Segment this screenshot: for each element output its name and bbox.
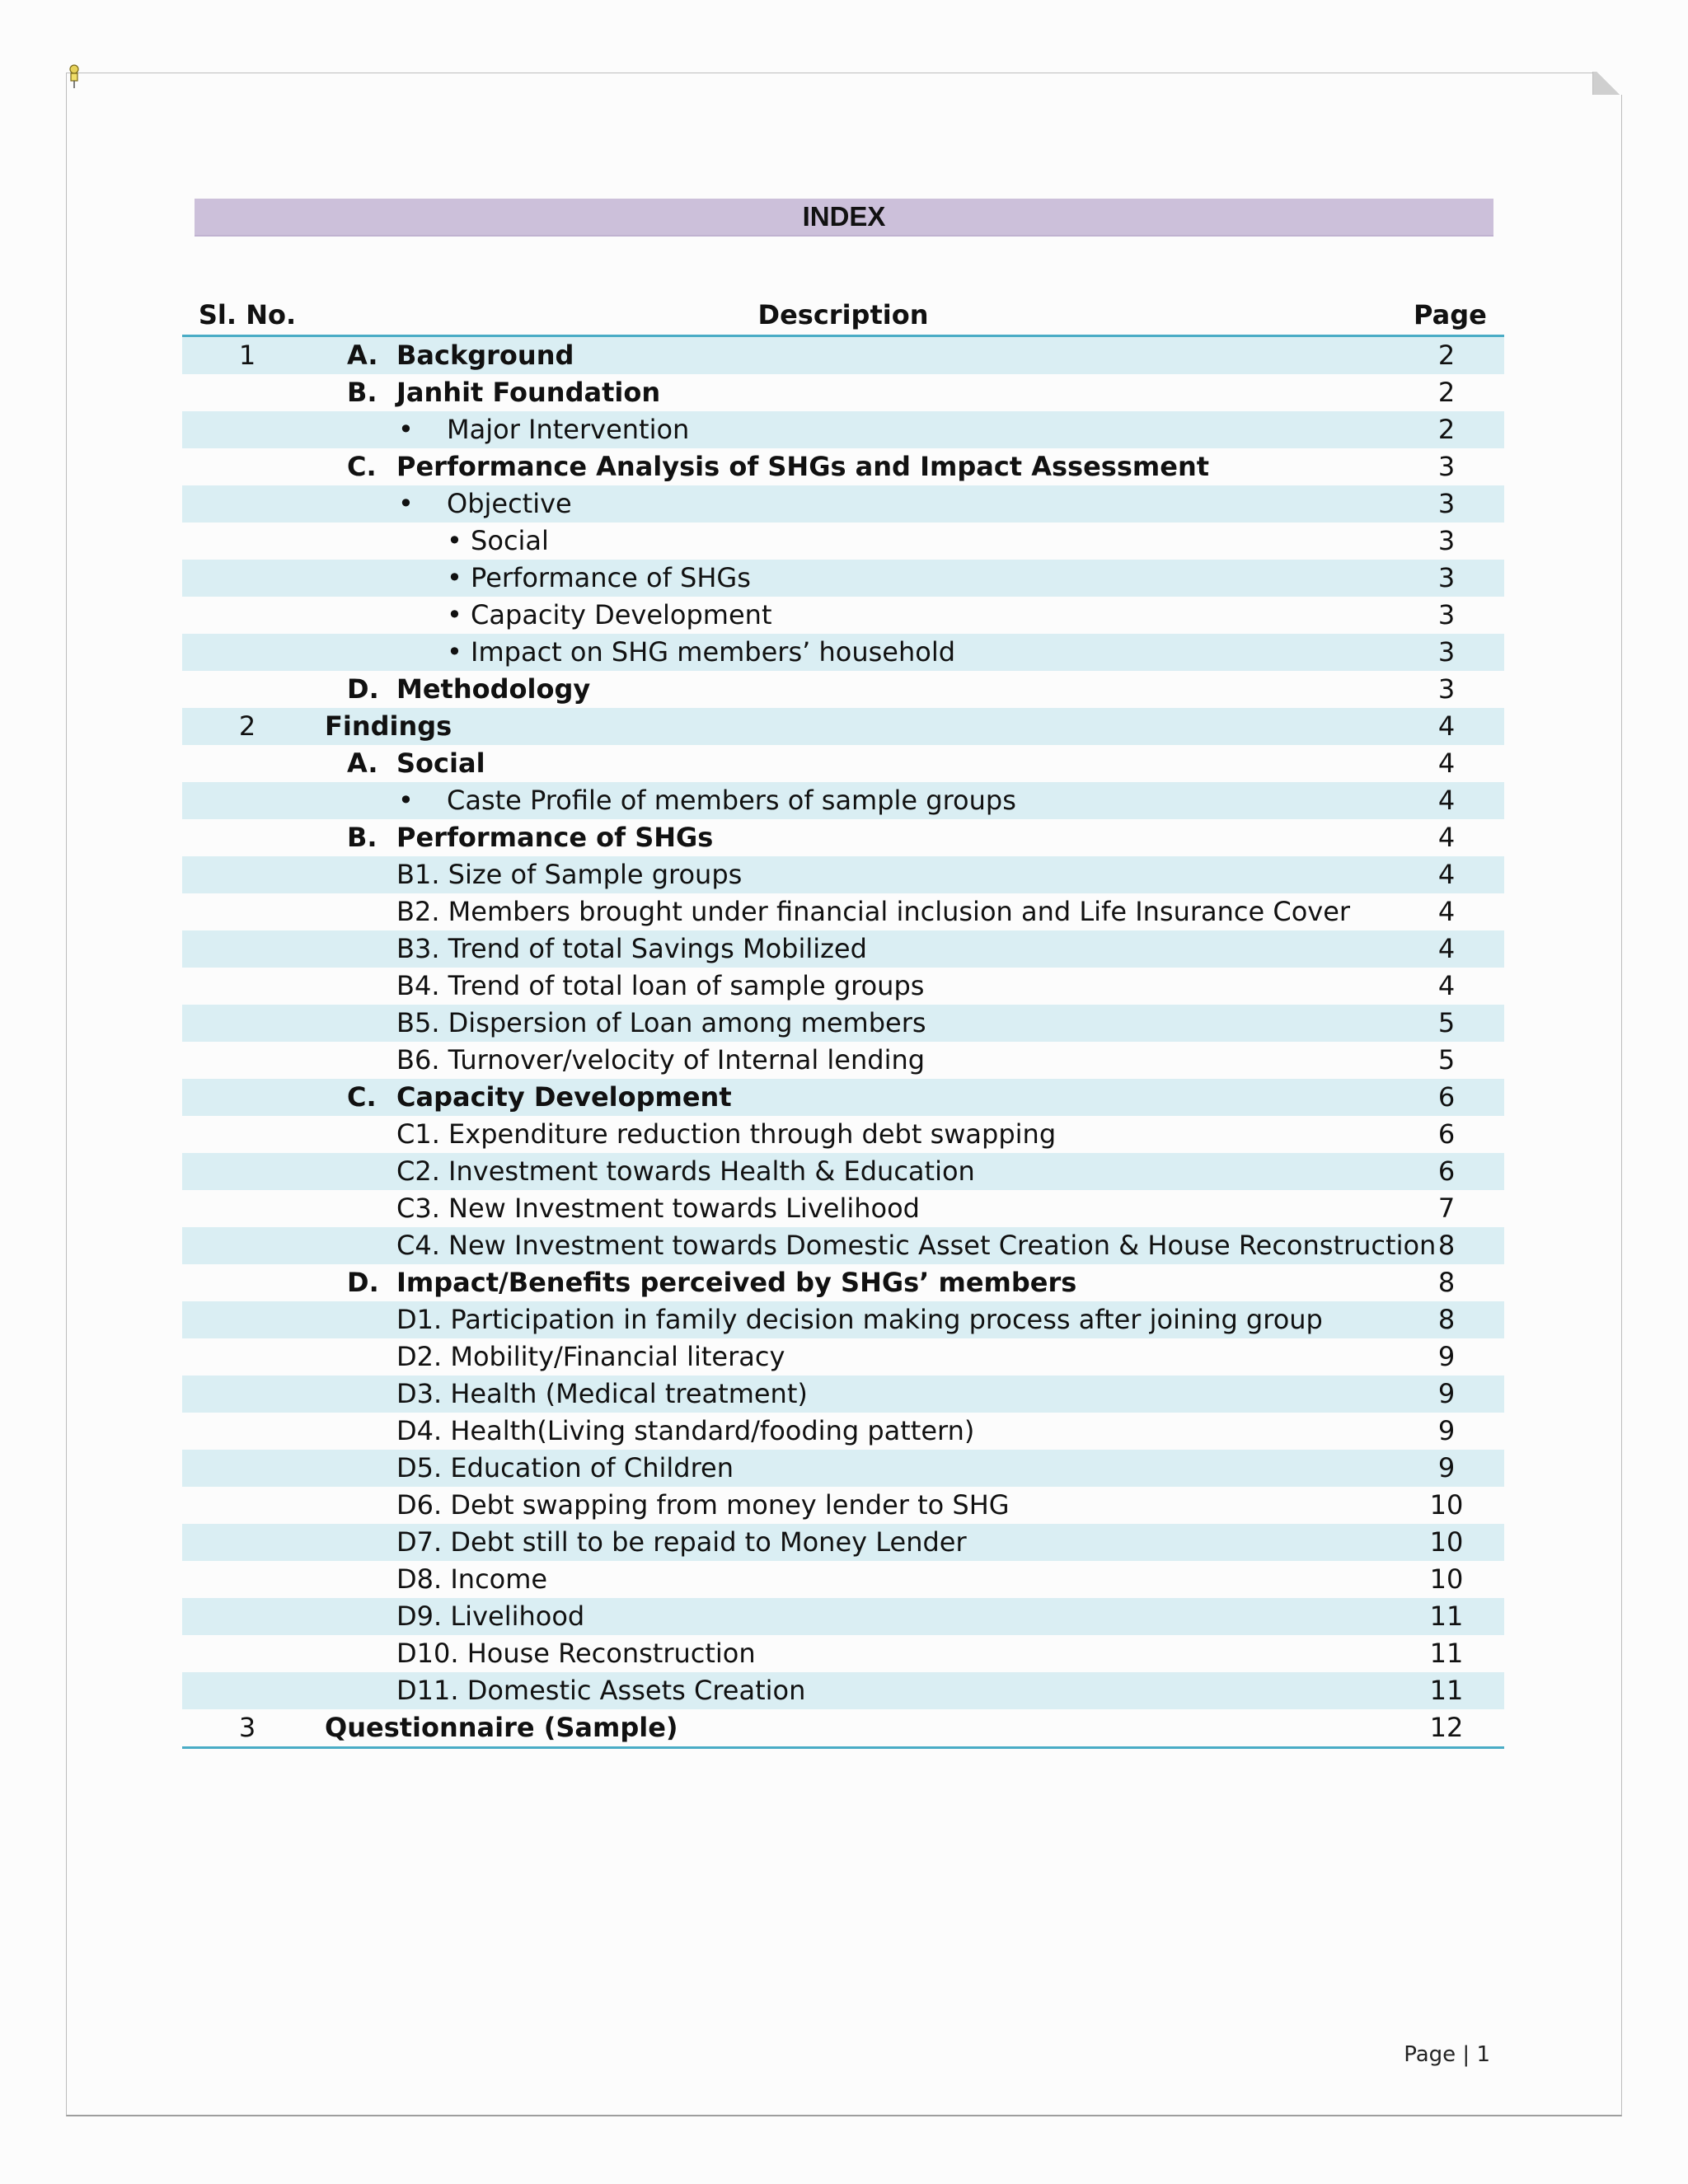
toc-page-number: 3 xyxy=(1437,451,1456,482)
toc-page-number: 4 xyxy=(1437,822,1456,853)
toc-entry-text: Methodology xyxy=(396,673,591,705)
toc-letter-marker: A. xyxy=(347,340,378,371)
toc-row xyxy=(182,968,1504,1005)
toc-row xyxy=(182,1635,1504,1672)
toc-entry-text: B2. Members brought under financial inclusion and Life Insurance Cover xyxy=(396,896,1351,927)
toc-entry-text: D9. Livelihood xyxy=(396,1601,585,1632)
toc-entry-text: D5. Education of Children xyxy=(396,1452,734,1483)
toc-entry-text: C4. New Investment towards Domestic Asset Creation & House Reconstruction xyxy=(396,1230,1437,1261)
toc-row xyxy=(182,1227,1504,1264)
toc-rows xyxy=(182,337,1504,1746)
sl-no-header: Sl. No. xyxy=(198,299,297,330)
toc-page-number: 4 xyxy=(1437,710,1456,742)
toc-row xyxy=(182,597,1504,634)
toc-letter-marker: B. xyxy=(347,377,377,408)
toc-entry-text: D3. Health (Medical treatment) xyxy=(396,1378,808,1409)
toc-row xyxy=(182,1524,1504,1561)
toc-page-number: 4 xyxy=(1437,859,1456,890)
toc-row xyxy=(182,671,1504,708)
toc-page-number: 6 xyxy=(1437,1118,1456,1150)
toc-page-number: 4 xyxy=(1437,896,1456,927)
toc-page-number: 2 xyxy=(1437,414,1456,445)
toc-row xyxy=(182,1376,1504,1413)
toc-entry-text: D11. Domestic Assets Creation xyxy=(396,1675,806,1706)
toc-page-number: 9 xyxy=(1437,1452,1456,1483)
toc-page-number: 12 xyxy=(1429,1712,1464,1743)
toc-entry-text: Social xyxy=(396,748,485,779)
toc-row xyxy=(182,782,1504,819)
toc-entry-text: B1. Size of Sample groups xyxy=(396,859,743,890)
toc-entry-text: D6. Debt swapping from money lender to SHG xyxy=(396,1489,1010,1521)
page-number: Page | 1 xyxy=(1404,2042,1490,2067)
toc-page-number: 8 xyxy=(1437,1267,1456,1298)
toc-page-number: 4 xyxy=(1437,970,1456,1001)
toc-entry-text: D4. Health(Living standard/fooding pattern) xyxy=(396,1415,975,1446)
bullet-marker: • xyxy=(398,785,414,816)
toc-sl-no: 3 xyxy=(238,1712,256,1743)
toc-entry-text: Objective xyxy=(447,488,572,519)
toc-entry-text: C2. Investment towards Health & Education xyxy=(396,1155,975,1187)
toc-row xyxy=(182,448,1504,485)
toc-page-number: 10 xyxy=(1429,1526,1464,1558)
toc-page-number: 3 xyxy=(1437,562,1456,593)
toc-entry-text: C1. Expenditure reduction through debt swapping xyxy=(396,1118,1057,1150)
toc-entry-text: • Capacity Development xyxy=(447,599,772,630)
toc-entry-text: B4. Trend of total loan of sample groups xyxy=(396,970,925,1001)
toc-row xyxy=(182,1079,1504,1116)
toc-page-number: 10 xyxy=(1429,1489,1464,1521)
toc-entry-text: Background xyxy=(396,340,574,371)
toc-entry-text: D1. Participation in family decision making process after joining group xyxy=(396,1304,1323,1335)
toc-entry-text: Performance Analysis of SHGs and Impact Assessment xyxy=(396,451,1210,482)
toc-page-number: 4 xyxy=(1437,748,1456,779)
toc-row xyxy=(182,1190,1504,1227)
bullet-marker: • xyxy=(398,488,414,519)
toc-letter-marker: D. xyxy=(347,673,379,705)
toc-row xyxy=(182,560,1504,597)
toc-sl-no: 1 xyxy=(238,340,256,371)
toc-entry-text: B6. Turnover/velocity of Internal lending xyxy=(396,1044,926,1076)
toc-page-number: 9 xyxy=(1437,1378,1456,1409)
description-header: Description xyxy=(757,299,929,330)
toc-page-number: 11 xyxy=(1429,1601,1464,1632)
toc-row xyxy=(182,1598,1504,1635)
toc-entry-text: Major Intervention xyxy=(447,414,690,445)
toc-row xyxy=(182,1487,1504,1524)
toc-page-number: 6 xyxy=(1437,1081,1456,1113)
toc-page-number: 2 xyxy=(1437,340,1456,371)
toc-letter-marker: A. xyxy=(347,748,378,779)
toc-row xyxy=(182,1338,1504,1376)
toc-row xyxy=(182,374,1504,411)
toc-entry-text: Questionnaire (Sample) xyxy=(325,1712,678,1743)
toc-letter-marker: B. xyxy=(347,822,377,853)
toc-page-number: 5 xyxy=(1437,1044,1456,1076)
toc-row xyxy=(182,1672,1504,1709)
toc-entry-text: D7. Debt still to be repaid to Money Lender xyxy=(396,1526,967,1558)
toc-entry-text: D10. House Reconstruction xyxy=(396,1638,756,1669)
toc-row xyxy=(182,485,1504,523)
toc-entry-text: B3. Trend of total Savings Mobilized xyxy=(396,933,867,964)
toc-page-number: 3 xyxy=(1437,636,1456,668)
toc-page-number: 10 xyxy=(1429,1563,1464,1595)
toc-entry-text: Performance of SHGs xyxy=(396,822,714,853)
toc-page-number: 2 xyxy=(1437,377,1456,408)
toc-page-number: 8 xyxy=(1437,1230,1456,1261)
toc-row xyxy=(182,337,1504,374)
toc-page-number: 9 xyxy=(1437,1341,1456,1372)
toc-row xyxy=(182,1005,1504,1042)
toc-row xyxy=(182,1153,1504,1190)
toc-letter-marker: C. xyxy=(347,451,377,482)
toc-sl-no: 2 xyxy=(238,710,256,742)
toc-page-number: 4 xyxy=(1437,785,1456,816)
toc-entry-text: • Social xyxy=(447,525,549,556)
toc-page-number: 7 xyxy=(1437,1193,1456,1224)
index-title: INDEX xyxy=(195,199,1493,237)
page-header: Page xyxy=(1414,299,1487,330)
toc-page-number: 4 xyxy=(1437,933,1456,964)
page-fold-corner xyxy=(1592,72,1623,95)
toc-row xyxy=(182,523,1504,560)
toc-entry-text: Janhit Foundation xyxy=(396,377,661,408)
toc-header-row xyxy=(182,295,1504,337)
toc-entry-text: • Impact on SHG members’ household xyxy=(447,636,956,668)
toc-row xyxy=(182,856,1504,893)
toc-page-number: 11 xyxy=(1429,1638,1464,1669)
toc-page-number: 3 xyxy=(1437,599,1456,630)
toc-page-number: 8 xyxy=(1437,1304,1456,1335)
toc-entry-text: B5. Dispersion of Loan among members xyxy=(396,1007,926,1038)
toc-row xyxy=(182,1116,1504,1153)
toc-row xyxy=(182,1450,1504,1487)
toc-row xyxy=(182,819,1504,856)
toc-row xyxy=(182,1413,1504,1450)
toc-entry-text: C3. New Investment towards Livelihood xyxy=(396,1193,920,1224)
toc-letter-marker: C. xyxy=(347,1081,377,1113)
toc-entry-text: Caste Profile of members of sample groups xyxy=(447,785,1016,816)
toc-row xyxy=(182,1561,1504,1598)
toc-page-number: 5 xyxy=(1437,1007,1456,1038)
table-of-contents xyxy=(182,295,1504,1749)
toc-entry-text: Capacity Development xyxy=(396,1081,732,1113)
toc-row xyxy=(182,930,1504,968)
toc-page-number: 6 xyxy=(1437,1155,1456,1187)
toc-entry-text: Findings xyxy=(325,710,452,742)
toc-page-number: 3 xyxy=(1437,525,1456,556)
toc-letter-marker: D. xyxy=(347,1267,379,1298)
toc-row xyxy=(182,411,1504,448)
toc-row xyxy=(182,708,1504,745)
toc-entry-text: D2. Mobility/Financial literacy xyxy=(396,1341,785,1372)
toc-row xyxy=(182,745,1504,782)
toc-entry-text: • Performance of SHGs xyxy=(447,562,751,593)
toc-row xyxy=(182,1042,1504,1079)
toc-entry-text: D8. Income xyxy=(396,1563,548,1595)
toc-bottom-rule xyxy=(182,1746,1504,1749)
toc-row xyxy=(182,1264,1504,1301)
pushpin-icon xyxy=(68,64,81,89)
toc-page-number: 9 xyxy=(1437,1415,1456,1446)
toc-entry-text: Impact/Benefits perceived by SHGs’ members xyxy=(396,1267,1077,1298)
toc-page-number: 3 xyxy=(1437,488,1456,519)
bullet-marker: • xyxy=(398,414,414,445)
toc-page-number: 11 xyxy=(1429,1675,1464,1706)
toc-row xyxy=(182,893,1504,930)
toc-row xyxy=(182,1709,1504,1746)
toc-row xyxy=(182,634,1504,671)
toc-row xyxy=(182,1301,1504,1338)
toc-page-number: 3 xyxy=(1437,673,1456,705)
